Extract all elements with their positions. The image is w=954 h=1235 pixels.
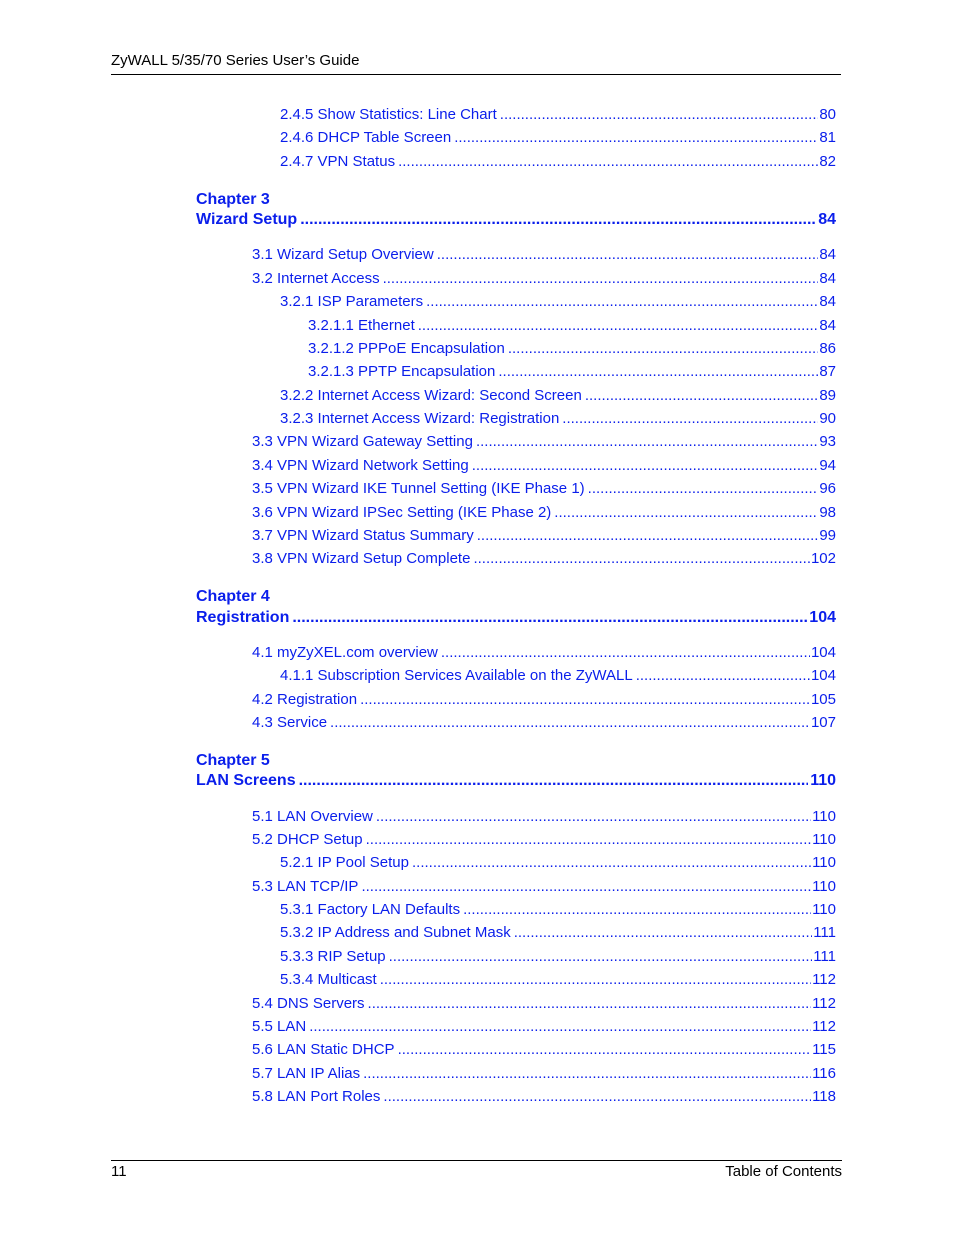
dot-leader [473, 550, 810, 567]
toc-entry-page: 111 [813, 948, 836, 965]
dot-leader [363, 1065, 811, 1082]
dot-leader [426, 293, 818, 310]
chapter-heading[interactable] [196, 211, 836, 229]
toc-entry-title: 5.3.3 RIP Setup [280, 948, 386, 965]
toc-entry-page: 110 [812, 878, 836, 895]
toc-entry-page: 89 [819, 387, 836, 404]
dot-leader [383, 270, 819, 287]
toc-entry-title: 3.1 Wizard Setup Overview [252, 246, 434, 263]
dot-leader [508, 340, 819, 357]
guide-title: ZyWALL 5/35/70 Series User’s Guide [111, 52, 360, 69]
toc-entry[interactable] [252, 808, 836, 828]
toc-entry[interactable] [252, 995, 836, 1015]
toc-entry[interactable] [252, 1065, 836, 1085]
toc-entry-page: 112 [812, 1018, 836, 1035]
toc-entry-title: 3.2.1.3 PPTP Encapsulation [308, 363, 496, 380]
toc-entry[interactable] [252, 433, 836, 453]
toc-entry[interactable] [308, 363, 836, 383]
toc-entry-page: 105 [810, 691, 836, 708]
dot-leader [585, 387, 818, 404]
toc-entry-page: 86 [819, 340, 836, 357]
toc-entry-title: 5.4 DNS Servers [252, 995, 365, 1012]
toc-entry-title: 2.4.6 DHCP Table Screen [280, 129, 452, 146]
toc-entry-title: 3.6 VPN Wizard IPSec Setting (IKE Phase 2) [252, 504, 552, 521]
chapter-label: Chapter 3 [196, 191, 270, 208]
toc-entry-title: 4.1.1 Subscription Services Available on the ZyWALL [280, 667, 633, 684]
dot-leader [636, 667, 810, 684]
toc-entry-page: 110 [812, 831, 836, 848]
toc-entry-title: 3.3 VPN Wizard Gateway Setting [252, 433, 473, 450]
toc-entry[interactable] [280, 129, 836, 149]
toc-entry-page: 99 [819, 527, 836, 544]
toc-entry[interactable] [252, 878, 836, 898]
chapter-page: 110 [810, 772, 836, 789]
toc-entry-title: 5.3.4 Multicast [280, 971, 377, 988]
toc-entry-title: 5.5 LAN [252, 1018, 307, 1035]
dot-leader [500, 106, 819, 123]
toc-entry-title: 3.4 VPN Wizard Network Setting [252, 457, 469, 474]
chapter-label: Chapter 4 [196, 588, 270, 605]
toc-entry-title: 2.4.5 Show Statistics: Line Chart [280, 106, 497, 123]
toc-entry-page: 90 [819, 410, 836, 427]
dot-leader [299, 772, 809, 790]
toc-entry-title: 3.2.2 Internet Access Wizard: Second Screen [280, 387, 582, 404]
toc-entry[interactable] [252, 527, 836, 547]
dot-leader [514, 924, 812, 941]
toc-entry-title: 3.2 Internet Access [252, 270, 380, 287]
toc-entry[interactable] [280, 971, 836, 991]
dot-leader [498, 363, 818, 380]
toc-entry[interactable] [252, 480, 836, 500]
dot-leader [418, 317, 819, 334]
toc-entry-title: 3.2.3 Internet Access Wizard: Registration [280, 410, 560, 427]
toc-entry[interactable] [280, 410, 836, 430]
toc-entry-page: 87 [819, 363, 836, 380]
chapter-page: 84 [818, 211, 836, 228]
page-header [111, 51, 841, 75]
toc-entry-title: 4.2 Registration [252, 691, 358, 708]
toc-entry[interactable] [252, 550, 836, 570]
toc-entry[interactable] [252, 1088, 836, 1108]
dot-leader [300, 211, 816, 229]
toc-entry-page: 115 [812, 1041, 836, 1058]
toc-entry-title: 3.5 VPN Wizard IKE Tunnel Setting (IKE Phase 1) [252, 480, 585, 497]
toc-entry[interactable] [280, 948, 836, 968]
chapter-heading[interactable] [196, 609, 836, 627]
chapter-title: Registration [196, 609, 290, 626]
toc-entry[interactable] [308, 340, 836, 360]
dot-leader [376, 808, 811, 825]
toc-entry-page: 82 [819, 153, 836, 170]
toc-entry-page: 111 [813, 924, 836, 941]
toc-entry[interactable] [252, 644, 836, 664]
page-footer [111, 1160, 842, 1185]
toc-entry-page: 96 [819, 480, 836, 497]
toc-entry-title: 4.3 Service [252, 714, 328, 731]
dot-leader [476, 433, 818, 450]
toc-entry-page: 118 [812, 1088, 836, 1105]
dot-leader [477, 527, 819, 544]
toc-entry-page: 94 [819, 457, 836, 474]
toc-entry[interactable] [252, 714, 836, 734]
toc-entry-page: 93 [819, 433, 836, 450]
dot-leader [562, 410, 818, 427]
toc-entry[interactable] [280, 667, 836, 687]
toc-entry-title: 5.6 LAN Static DHCP [252, 1041, 395, 1058]
toc-entry-title: 3.2.1.1 Ethernet [308, 317, 415, 334]
chapter-page: 104 [809, 609, 836, 626]
toc-entry-title: 5.3 LAN TCP/IP [252, 878, 359, 895]
toc-entry-title: 3.2.1 ISP Parameters [280, 293, 424, 310]
toc-entry-page: 112 [812, 995, 836, 1012]
section-name: Table of Contents [725, 1163, 842, 1180]
toc-entry[interactable] [280, 854, 836, 874]
toc-entry-title: 5.2 DHCP Setup [252, 831, 363, 848]
chapter-label: Chapter 5 [196, 752, 270, 769]
dot-leader [330, 714, 810, 731]
dot-leader [309, 1018, 811, 1035]
toc-entry-title: 5.3.1 Factory LAN Defaults [280, 901, 461, 918]
toc-entry-page: 84 [819, 293, 836, 310]
toc-entry-title: 5.1 LAN Overview [252, 808, 373, 825]
toc-entry[interactable] [280, 387, 836, 407]
dot-leader [554, 504, 818, 521]
toc-entry-page: 107 [810, 714, 836, 731]
toc-entry[interactable] [280, 153, 836, 173]
dot-leader [389, 948, 813, 965]
toc-entry[interactable] [252, 1018, 836, 1038]
toc-entry-title: 2.4.7 VPN Status [280, 153, 396, 170]
dot-leader [412, 854, 811, 871]
toc-entry[interactable] [308, 317, 836, 337]
toc-entry[interactable] [252, 246, 836, 266]
dot-leader [398, 1041, 812, 1058]
toc-entry-page: 112 [812, 971, 836, 988]
dot-leader [437, 246, 819, 263]
toc-entry-page: 116 [812, 1065, 836, 1082]
toc-entry[interactable] [280, 106, 836, 126]
toc-entry[interactable] [280, 924, 836, 944]
dot-leader [360, 691, 810, 708]
toc-entry-title: 5.8 LAN Port Roles [252, 1088, 381, 1105]
toc-entry-page: 102 [810, 550, 836, 567]
toc-entry[interactable] [252, 457, 836, 477]
toc-entry[interactable] [280, 293, 836, 313]
dot-leader [463, 901, 811, 918]
chapter-heading[interactable] [196, 772, 836, 790]
chapter-title: LAN Screens [196, 772, 296, 789]
toc-entry-title: 5.2.1 IP Pool Setup [280, 854, 409, 871]
toc-entry-title: 3.7 VPN Wizard Status Summary [252, 527, 474, 544]
toc-entry[interactable] [252, 270, 836, 290]
toc-entry[interactable] [252, 1041, 836, 1061]
dot-leader [292, 609, 807, 627]
toc-entry-page: 80 [819, 106, 836, 123]
dot-leader [368, 995, 812, 1012]
toc-entry-page: 104 [810, 667, 836, 684]
toc-entry-title: 3.8 VPN Wizard Setup Complete [252, 550, 471, 567]
page-number: 11 [111, 1163, 127, 1180]
toc-entry[interactable] [252, 504, 836, 524]
dot-leader [383, 1088, 811, 1105]
toc-entry-page: 84 [819, 270, 836, 287]
dot-leader [454, 129, 818, 146]
toc-entry-page: 104 [810, 644, 836, 661]
toc-entry[interactable] [280, 901, 836, 921]
toc-entry-page: 110 [812, 901, 836, 918]
toc-entry-title: 3.2.1.2 PPPoE Encapsulation [308, 340, 505, 357]
toc-entry-page: 110 [812, 808, 836, 825]
chapter-title: Wizard Setup [196, 211, 298, 228]
dot-leader [441, 644, 810, 661]
toc-entry-page: 98 [819, 504, 836, 521]
toc-entry-page: 84 [819, 317, 836, 334]
dot-leader [472, 457, 819, 474]
toc-entry-title: 5.7 LAN IP Alias [252, 1065, 361, 1082]
toc-entry-page: 81 [819, 129, 836, 146]
toc-entry-title: 4.1 myZyXEL.com overview [252, 644, 438, 661]
toc-entry-page: 110 [812, 854, 836, 871]
dot-leader [366, 831, 811, 848]
toc-entry[interactable] [252, 691, 836, 711]
dot-leader [380, 971, 811, 988]
dot-leader [361, 878, 811, 895]
dot-leader [588, 480, 819, 497]
dot-leader [398, 153, 818, 170]
toc-entry[interactable] [252, 831, 836, 851]
toc-entry-title: 5.3.2 IP Address and Subnet Mask [280, 924, 511, 941]
toc-entry-page: 84 [819, 246, 836, 263]
